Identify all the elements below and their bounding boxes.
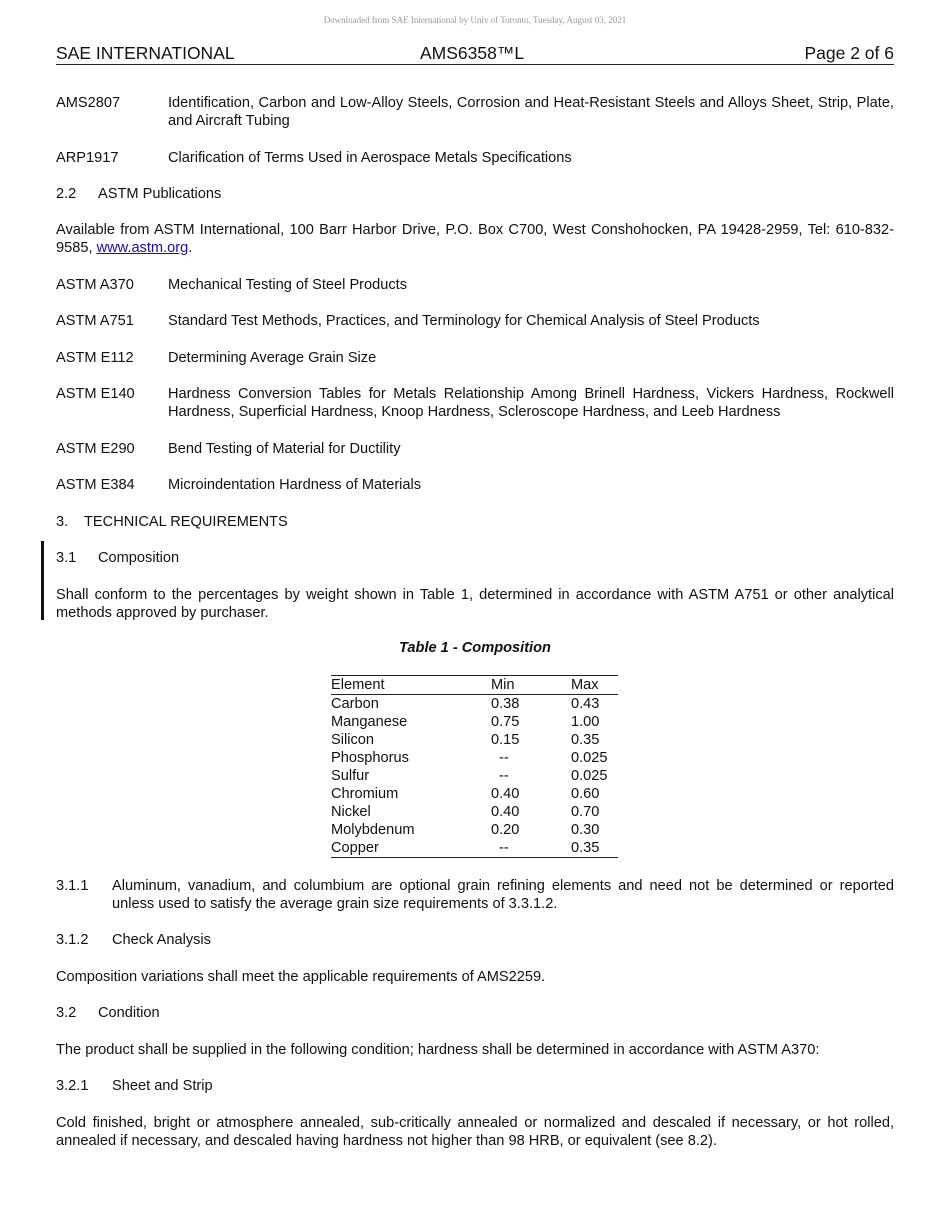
header-org: SAE INTERNATIONAL bbox=[56, 43, 235, 63]
max-cell: 0.60 bbox=[571, 786, 600, 802]
section-title: Composition bbox=[98, 550, 180, 566]
max-cell: 0.70 bbox=[571, 804, 600, 820]
section-heading-3 bbox=[56, 513, 894, 531]
revision-change-bar bbox=[41, 541, 44, 620]
reference-code: ASTM E384 bbox=[56, 477, 135, 493]
section-heading-3-1 bbox=[56, 549, 894, 567]
reference-code: ASTM E290 bbox=[56, 441, 135, 457]
reference-entry bbox=[56, 440, 894, 458]
min-cell: 0.75 bbox=[491, 714, 520, 730]
reference-entry bbox=[56, 385, 894, 421]
section-title: ASTM Publications bbox=[98, 186, 222, 202]
section-number: 3.2.1 bbox=[56, 1078, 89, 1094]
min-cell: -- bbox=[499, 768, 509, 784]
reference-entry bbox=[56, 312, 894, 330]
header-doc-id: AMS6358™L bbox=[420, 43, 525, 63]
reference-code: ASTM E112 bbox=[56, 350, 134, 366]
page-header bbox=[56, 43, 894, 65]
max-cell: 0.025 bbox=[571, 768, 608, 784]
table-row bbox=[331, 749, 618, 767]
reference-code: ARP1917 bbox=[56, 150, 119, 166]
astm-address-text: Available from ASTM International, 100 Barr Harbor Drive, P.O. Box C700, West Conshohocken, PA 19428-2959, Tel: 610-832-9585, bbox=[56, 222, 894, 256]
condition-paragraph: The product shall be supplied in the following condition; hardness shall be determined in accordance with ASTM A370: bbox=[56, 1042, 820, 1058]
reference-title: Identification, Carbon and Low-Alloy Steels, Corrosion and Heat-Resistant Steels and Alloys Sheet, Strip, Plate, and Aircraft Tubing bbox=[168, 95, 894, 129]
table-header-row bbox=[331, 676, 618, 695]
reference-title: Standard Test Methods, Practices, and Terminology for Chemical Analysis of Steel Products bbox=[168, 313, 760, 329]
element-cell: Carbon bbox=[331, 696, 379, 712]
min-cell: 0.40 bbox=[491, 804, 520, 820]
reference-code: AMS2807 bbox=[56, 95, 121, 111]
download-watermark: Downloaded from SAE International by Univ of Toronto, Tuesday, August 03, 2021 bbox=[323, 15, 627, 25]
section-title: Check Analysis bbox=[112, 932, 211, 948]
reference-code: ASTM A751 bbox=[56, 313, 134, 329]
reference-entry bbox=[56, 149, 894, 167]
min-cell: 0.38 bbox=[491, 696, 520, 712]
section-number: 3.1 bbox=[56, 550, 77, 566]
section-number: 2.2 bbox=[56, 186, 77, 202]
sheet-strip-paragraph: Cold finished, bright or atmosphere annealed, sub-critically annealed or normalized and descaled if necessary, or hot rolled, annealed if necessary, and descaled having hardness not higher than 98 HRB, or equivalent (see 8.2). bbox=[56, 1115, 894, 1149]
table-row bbox=[331, 803, 618, 821]
min-cell: -- bbox=[499, 750, 509, 766]
section-3-1-1 bbox=[56, 877, 894, 913]
section-heading-3-1-2 bbox=[56, 931, 894, 949]
min-cell: -- bbox=[499, 840, 509, 856]
section-heading-3-2 bbox=[56, 1004, 894, 1022]
max-cell: 0.025 bbox=[571, 750, 608, 766]
element-cell: Copper bbox=[331, 840, 379, 856]
check-analysis-paragraph: Composition variations shall meet the applicable requirements of AMS2259. bbox=[56, 969, 546, 985]
reference-entry bbox=[56, 94, 894, 130]
section-heading-2-2 bbox=[56, 185, 894, 203]
reference-title: Mechanical Testing of Steel Products bbox=[168, 277, 408, 293]
section-number: 3. bbox=[56, 514, 69, 530]
reference-entry bbox=[56, 349, 894, 367]
column-header: Element bbox=[331, 676, 491, 695]
astm-availability-paragraph bbox=[56, 221, 894, 257]
table-title: Table 1 - Composition bbox=[399, 640, 551, 656]
max-cell: 0.30 bbox=[571, 822, 600, 838]
reference-title: Microindentation Hardness of Materials bbox=[168, 477, 422, 493]
element-cell: Molybdenum bbox=[331, 822, 415, 838]
element-cell: Phosphorus bbox=[331, 750, 409, 766]
table-row bbox=[331, 767, 618, 785]
reference-title: Clarification of Terms Used in Aerospace Metals Specifications bbox=[168, 150, 572, 166]
reference-code: ASTM A370 bbox=[56, 277, 134, 293]
section-number: 3.1.1 bbox=[56, 878, 89, 894]
header-page-number: Page 2 of 6 bbox=[804, 43, 894, 63]
min-cell: 0.40 bbox=[491, 786, 520, 802]
section-number: 3.2 bbox=[56, 1005, 77, 1021]
max-cell: 0.43 bbox=[571, 696, 600, 712]
reference-entry bbox=[56, 476, 894, 494]
min-cell: 0.20 bbox=[491, 822, 520, 838]
composition-paragraph: Shall conform to the percentages by weight shown in Table 1, determined in accordance with ASTM A751 or other analytical methods approved by purchaser. bbox=[56, 587, 894, 621]
table-row bbox=[331, 839, 618, 858]
sentence-end: . bbox=[188, 240, 193, 256]
element-cell: Manganese bbox=[331, 714, 408, 730]
section-number: 3.1.2 bbox=[56, 932, 89, 948]
element-cell: Silicon bbox=[331, 732, 374, 748]
section-title: TECHNICAL REQUIREMENTS bbox=[84, 514, 288, 530]
table-row bbox=[331, 821, 618, 839]
max-cell: 0.35 bbox=[571, 840, 600, 856]
column-header: Max bbox=[571, 676, 618, 695]
max-cell: 0.35 bbox=[571, 732, 600, 748]
element-cell: Sulfur bbox=[331, 768, 370, 784]
table-row bbox=[331, 713, 618, 731]
column-header: Min bbox=[491, 676, 571, 695]
reference-title: Bend Testing of Material for Ductility bbox=[168, 441, 401, 457]
reference-entry bbox=[56, 276, 894, 294]
element-cell: Chromium bbox=[331, 786, 399, 802]
section-text: Aluminum, vanadium, and columbium are optional grain refining elements and need not be determined or reported unless used to satisfy the average grain size requirements of 3.3.1.2. bbox=[112, 878, 894, 912]
min-cell: 0.15 bbox=[491, 732, 520, 748]
table-row bbox=[331, 695, 618, 714]
max-cell: 1.00 bbox=[571, 714, 600, 730]
table-row bbox=[331, 785, 618, 803]
section-title: Condition bbox=[98, 1005, 160, 1021]
reference-title: Determining Average Grain Size bbox=[168, 350, 377, 366]
element-cell: Nickel bbox=[331, 804, 371, 820]
reference-title: Hardness Conversion Tables for Metals Relationship Among Brinell Hardness, Vickers Hardness, Rockwell Hardness, Superficial Hardness, Knoop Hardness, Scleroscope Hardness, and Leeb Hardness bbox=[168, 386, 894, 420]
reference-code: ASTM E140 bbox=[56, 386, 135, 402]
section-heading-3-2-1 bbox=[56, 1077, 894, 1095]
astm-website-link[interactable]: www.astm.org bbox=[96, 240, 189, 256]
table-row bbox=[331, 731, 618, 749]
composition-table bbox=[331, 675, 618, 858]
section-title: Sheet and Strip bbox=[112, 1078, 213, 1094]
